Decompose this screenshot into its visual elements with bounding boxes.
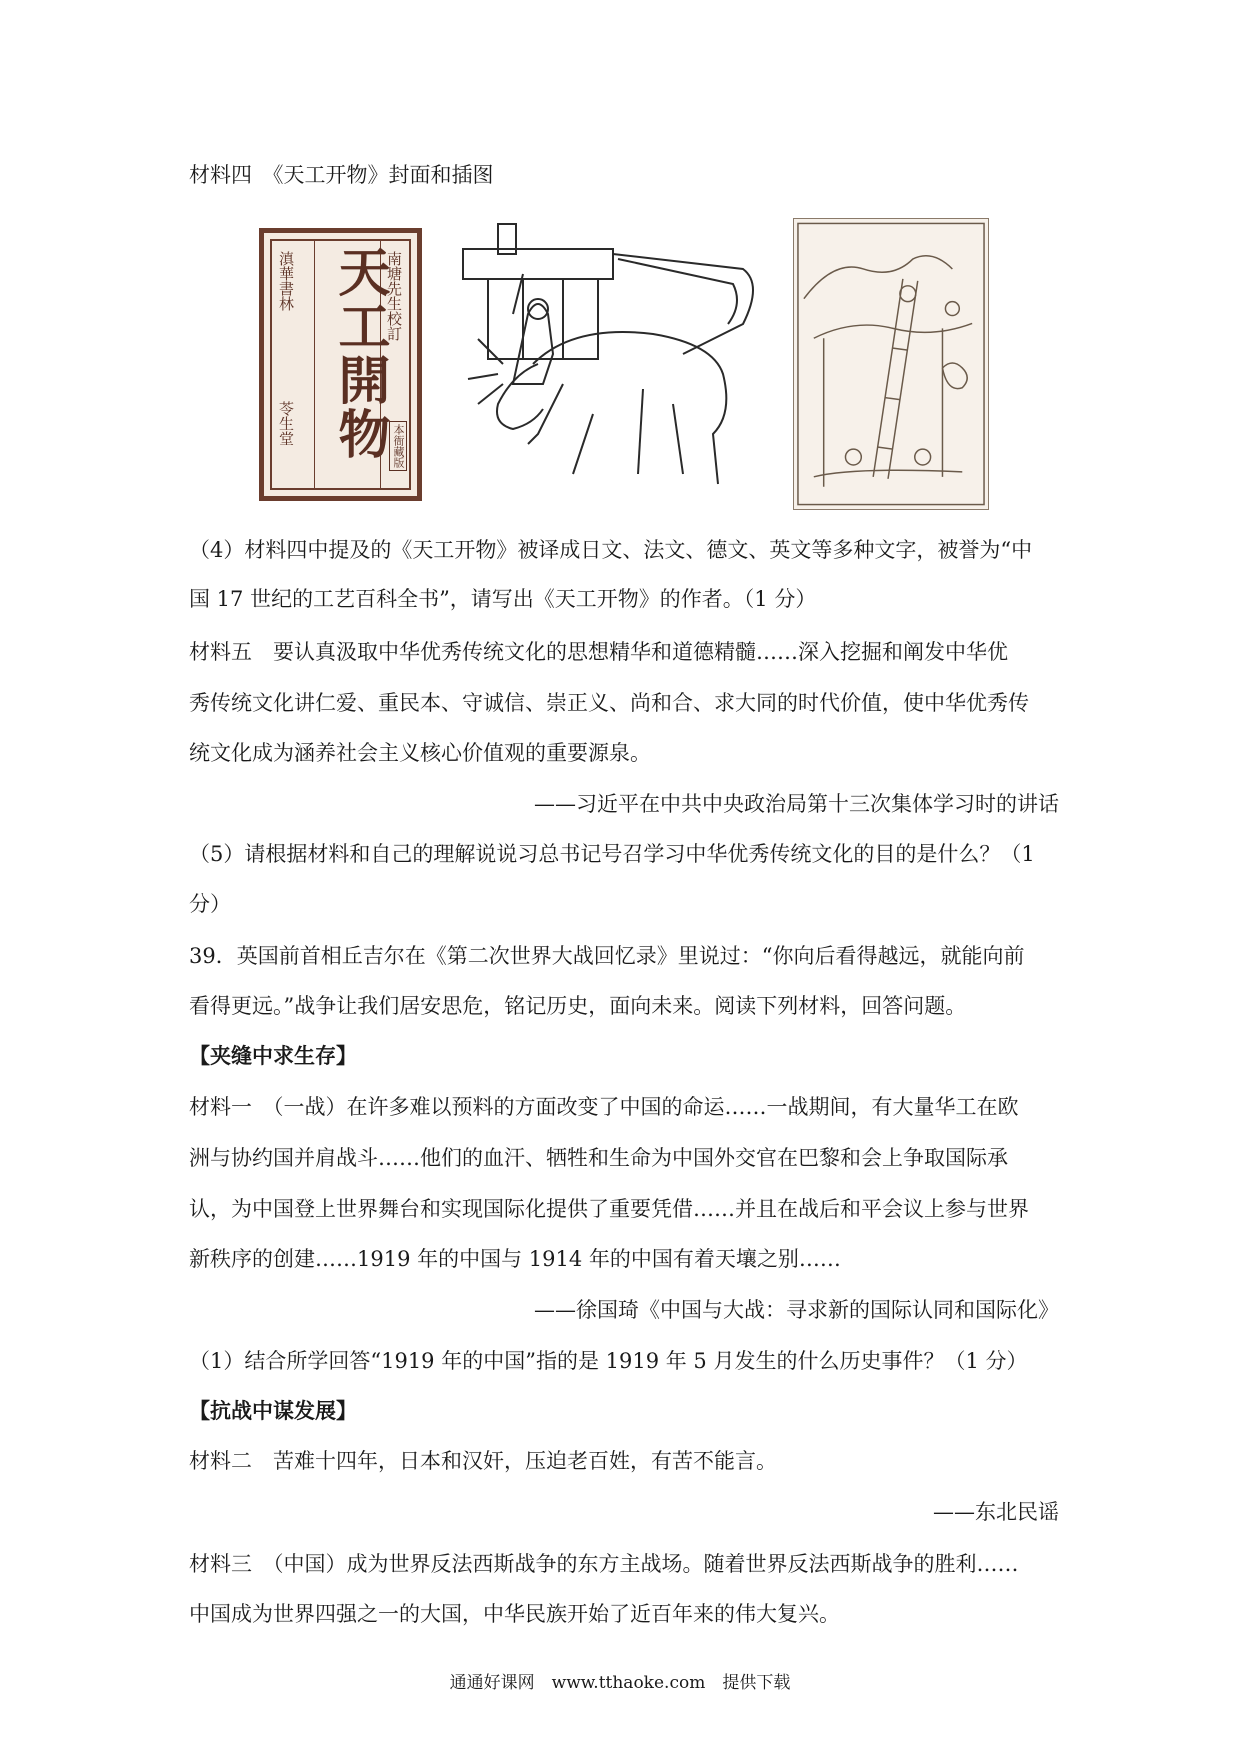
section-heading: 【抗战中谋发展】: [189, 1398, 357, 1423]
text-line: 新秩序的创建……1919 年的中国与 1914 年的中国有着天壤之别……: [189, 1247, 841, 1271]
text-line: 国 17 世纪的工艺百科全书”，请写出《天工开物》的作者。（1 分）: [189, 587, 817, 611]
text-line: 洲与协约国并肩战斗……他们的血汗、牺牲和生命为中国外交官在巴黎和会上争取国际承: [189, 1146, 1008, 1170]
cover-left-text-2: 苓生堂: [277, 401, 295, 446]
citation: ——徐国琦《中国与大战：寻求新的国际认同和国际化》: [534, 1298, 1059, 1322]
cover-title: 天工開物: [329, 245, 390, 461]
text-line: 认，为中国登上世界舞台和实现国际化提供了重要凭借……并且在战后和平会议上参与世界: [189, 1197, 1029, 1221]
text-line: 秀传统文化讲仁爱、重民本、守诚信、崇正义、尚和合、求大同的时代价值，使中华优秀传: [189, 691, 1029, 715]
book-cover-image: [259, 228, 422, 501]
section-heading: 【夹缝中求生存】: [189, 1043, 357, 1068]
text-line: 材料一 （一战）在许多难以预料的方面改变了中国的命运……一战期间，有大量华工在欧: [189, 1095, 1019, 1119]
page-footer: 通通好课网 www.tthaoke.com 提供下载: [449, 1673, 791, 1693]
mining-illustration: [793, 218, 989, 510]
cover-right-text: 南塘先生校訂: [385, 251, 403, 341]
citation: ——东北民谣: [933, 1500, 1059, 1524]
text-line: 材料三 （中国）成为世界反法西斯战争的东方主战场。随着世界反法西斯战争的胜利……: [189, 1552, 1019, 1576]
citation: ——习近平在中共中央政治局第十三次集体学习时的讲话: [534, 792, 1059, 816]
text-line: 统文化成为涵养社会主义核心价值观的重要源泉。: [189, 741, 651, 765]
ox-press-illustration: [443, 214, 773, 509]
cover-right-box: 本衙藏版: [389, 421, 407, 471]
text-line: 材料二 苦难十四年，日本和汉奸，压迫老百姓，有苦不能言。: [189, 1449, 777, 1473]
text-line: 看得更远。”战争让我们居安思危，铭记历史，面向未来。阅读下列材料，回答问题。: [189, 994, 967, 1018]
text-line: （1）结合所学回答“1919 年的中国”指的是 1919 年 5 月发生的什么历史事件？（1 分）: [189, 1349, 1028, 1373]
text-line: （4）材料四中提及的《天工开物》被译成日文、法文、德文、英文等多种文字，被誉为“中: [189, 538, 1033, 562]
text-line: 分）: [189, 892, 231, 916]
text-line: 39．英国前首相丘吉尔在《第二次世界大战回忆录》里说过：“你向后看得越远，就能向前: [189, 944, 1025, 968]
text-line: 材料五 要认真汲取中华优秀传统文化的思想精华和道德精髓……深入挖掘和阐发中华优: [189, 640, 1008, 664]
figure-caption: 材料四 《天工开物》封面和插图: [189, 163, 494, 187]
cover-left-text: 滇華書林: [277, 251, 295, 311]
text-line: 中国成为世界四强之一的大国，中华民族开始了近百年来的伟大复兴。: [189, 1602, 840, 1626]
text-line: （5）请根据材料和自己的理解说说习总书记号召学习中华优秀传统文化的目的是什么？（1: [189, 842, 1035, 866]
